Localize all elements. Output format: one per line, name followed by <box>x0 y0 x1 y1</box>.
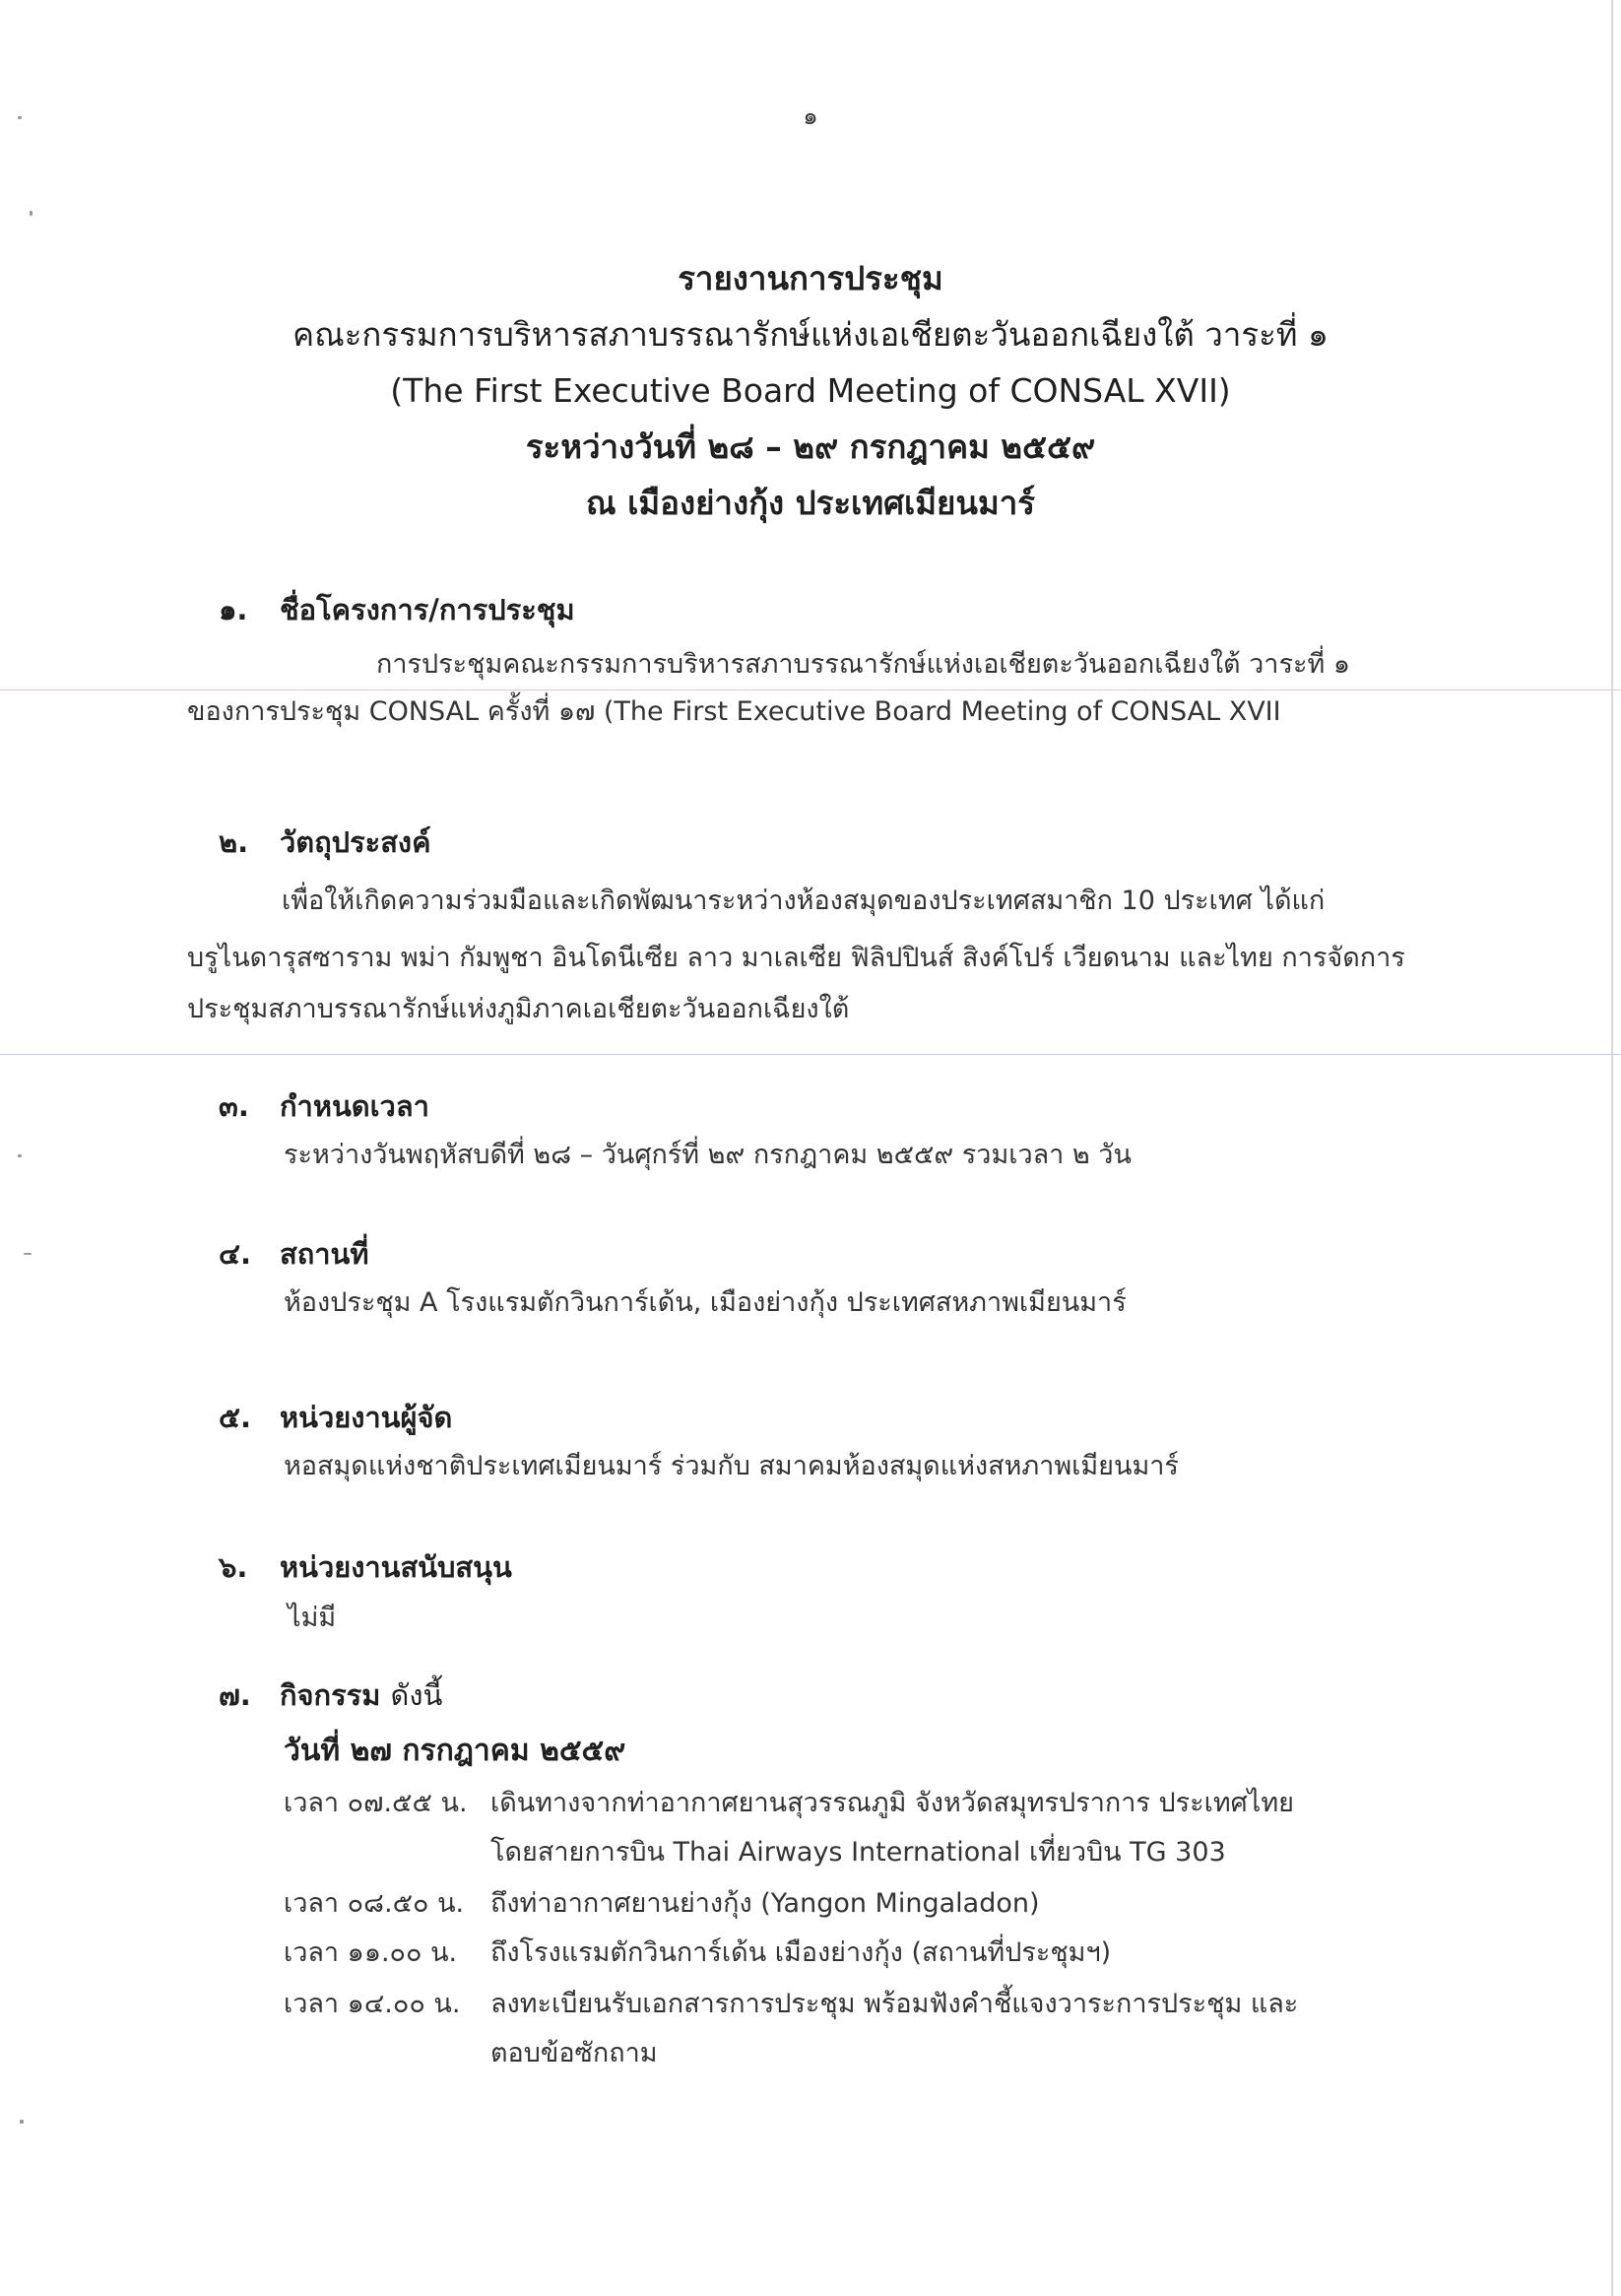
section-title: วัตถุประสงค์ <box>280 825 431 859</box>
section-title: กิจกรรม <box>280 1678 381 1712</box>
section-number: ๕. <box>219 1401 251 1434</box>
schedule-activity: เดินทางจากท่าอากาศยานสุวรรณภูมิ จังหวัดสมุทรปราการ ประเทศไทย <box>490 1788 1294 1818</box>
schedule-activity-continued: ตอบข้อซักถาม <box>490 2038 658 2068</box>
section-text: บรูไนดารุสซาราม พม่า กัมพูชา อินโดนีเซีย ลาว มาเลเซีย ฟิลิปปินส์ สิงค์โปร์ เวียดนาม และไทย การจัดการ <box>187 943 1405 973</box>
scan-speck <box>24 1253 32 1255</box>
section-number: ๑. <box>219 593 248 626</box>
section-heading <box>219 1544 512 1590</box>
section-title: หน่วยงานสนับสนุน <box>280 1550 512 1584</box>
scan-speck <box>30 211 32 216</box>
section-number: ๓. <box>219 1089 249 1123</box>
section-heading <box>219 587 575 632</box>
schedule-activity-continued: โดยสายการบิน Thai Airways International เที่ยวบิน TG 303 <box>490 1837 1226 1868</box>
section-number: ๗. <box>219 1678 251 1712</box>
schedule-activity: ลงทะเบียนรับเอกสารการประชุม พร้อมฟังคำชี้แจงวาระการประชุม และ <box>490 1989 1299 2019</box>
section-text: เพื่อให้เกิดความร่วมมือและเกิดพัฒนาระหว่างห้องสมุดของประเทศสมาชิก 10 ประเทศ ได้แก่ <box>282 886 1326 916</box>
schedule-row <box>284 1881 1040 1924</box>
scan-artifact-line <box>0 1054 1621 1055</box>
section-text: ไม่มี <box>288 1603 337 1633</box>
section-text: หอสมุดแห่งชาติประเทศเมียนมาร์ ร่วมกับ สมาคมห้องสมุดแห่งสหภาพเมียนมาร์ <box>284 1451 1179 1481</box>
scan-speck <box>20 2120 24 2124</box>
report-title <box>0 250 1621 531</box>
title-line: ณ เมืองย่างกุ้ง ประเทศเมียนมาร์ <box>586 484 1035 522</box>
section-text: ระหว่างวันพฤหัสบดีที่ ๒๘ – วันศุกร์ที่ ๒๙ กรกฎาคม ๒๕๕๙ รวมเวลา ๒ วัน <box>284 1140 1132 1170</box>
scan-speck <box>18 1154 22 1157</box>
section-title: กำหนดเวลา <box>280 1089 429 1123</box>
section-title: ชื่อโครงการ/การประชุม <box>280 593 575 626</box>
section-text: การประชุมคณะกรรมการบริหารสภาบรรณารักษ์แห่งเอเชียตะวันออกเฉียงใต้ วาระที่ ๑ <box>376 649 1350 680</box>
schedule-activity: ถึงท่าอากาศยานย่างกุ้ง (Yangon Mingaladon) <box>490 1888 1040 1919</box>
section-title: หน่วยงานผู้จัด <box>280 1401 453 1434</box>
schedule-time: เวลา ๐๗.๕๕ น. <box>284 1788 468 1818</box>
section-text: ห้องประชุม A โรงแรมตักวินการ์เด้น, เมืองย่างกุ้ง ประเทศสหภาพเมียนมาร์ <box>284 1287 1127 1318</box>
schedule-day-heading: วันที่ ๒๗ กรกฎาคม ๒๕๕๙ <box>284 1734 626 1768</box>
section-heading <box>219 820 431 865</box>
schedule-activity: ถึงโรงแรมตักวินการ์เด้น เมืองย่างกุ้ง (สถานที่ประชุมฯ) <box>490 1937 1112 1968</box>
section-heading <box>219 1231 368 1277</box>
section-title: สถานที่ <box>280 1237 369 1271</box>
title-line: คณะกรรมการบริหารสภาบรรณารักษ์แห่งเอเชียตะวันออกเฉียงใต้ วาระที่ ๑ <box>292 315 1329 354</box>
section-heading <box>219 1395 452 1440</box>
schedule-row <box>284 1931 1111 1973</box>
schedule-row <box>284 1781 1294 1823</box>
schedule-row <box>284 1982 1298 2024</box>
schedule-time: เวลา ๑๑.๐๐ น. <box>284 1937 458 1968</box>
title-line: ระหว่างวันที่ ๒๘ – ๒๙ กรกฎาคม ๒๕๕๙ <box>525 427 1096 466</box>
section-text: ประชุมสภาบรรณารักษ์แห่งภูมิภาคเอเชียตะวันออกเฉียงใต้ <box>187 994 850 1024</box>
page-number: ๑ <box>803 102 818 130</box>
title-line: รายงานการประชุม <box>678 259 943 297</box>
section-number: ๖. <box>219 1550 248 1584</box>
section-number: ๒. <box>219 825 249 859</box>
section-heading <box>219 1083 429 1129</box>
section-heading <box>219 1673 442 1718</box>
title-line: (The First Executive Board Meeting of CONSAL XVII) <box>390 371 1231 410</box>
section-text: ของการประชุม CONSAL ครั้งที่ ๑๗ (The First Executive Board Meeting of CONSAL XVII <box>187 696 1281 727</box>
schedule-time: เวลา ๑๔.๐๐ น. <box>284 1989 461 2019</box>
section-title-suffix: ดังนี้ <box>390 1678 443 1712</box>
section-number: ๔. <box>219 1237 251 1271</box>
schedule-time: เวลา ๐๘.๕๐ น. <box>284 1888 465 1919</box>
